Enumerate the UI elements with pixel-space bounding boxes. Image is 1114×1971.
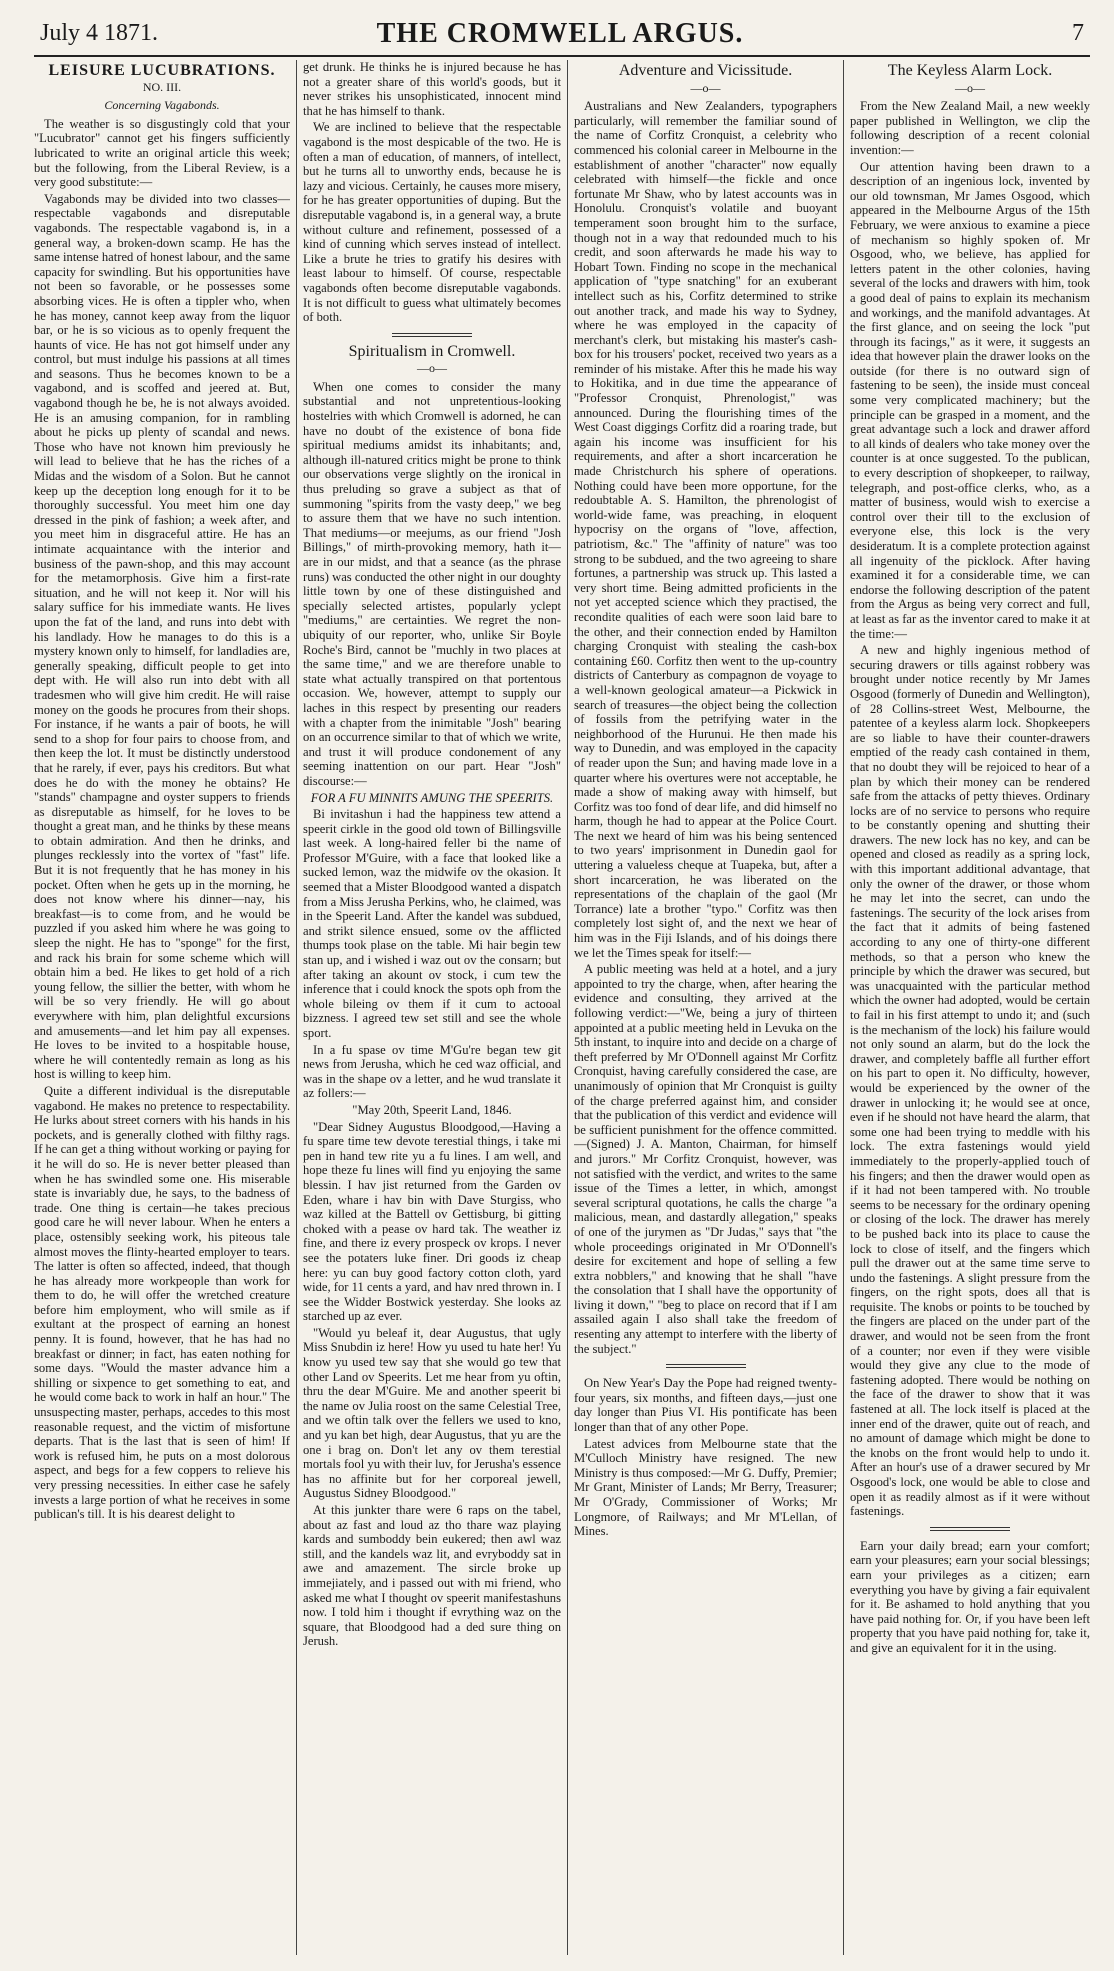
paragraph: The weather is so disgustingly cold that your "Lucubrator" cannot get his fingers sufficiently lubricated to write an original article this week; but the following, from the Liberal Review, is a very good substitute:— [34, 116, 290, 190]
header-rule [34, 55, 1090, 57]
column-3 [574, 60, 837, 1958]
news-note: Earn your daily bread; earn your comfort; earn your pleasures; earn your social blessings; earn your privileges as a citizen; earn everything you have by giving a fair equivalent for it. Be ashamed to hold anything that you have paid nothing for. Or, if you have been left property that you have paid nothing for, take it, and give an equivalent for it in the using. [850, 1538, 1090, 1655]
paragraph: At this junkter thare were 6 raps on the tabel, about az fast and loud az tho thare waz playing kards and sumboddy bein eukered; then awl waz still, and the kandels waz lit, and evryboddy sat in awe and amazement. The sircle broke up immejiately, and i passed out with mi friend, who asked me what I thought ov speerit manifestashuns now. I told him i thought if evrything waz on the square, that Bloodgood had a ded sure thing on Jerush. [303, 1503, 561, 1649]
paragraph: A new and highly ingenious method of securing drawers or tills against robbery was brought under notice recently by Mr James Osgood (formerly of Dunedin and Wellington), of 28 Collins-street West, Melbourne, the patentee of a keyless alarm lock. Shopkeepers are so liable to have their counter-drawers emptied of the ready cash contained in them, that no doubt they will be rejoiced to hear of a plan by which their money can be rendered safe from the attacks of petty thieves. Ordinary locks are of no service to persons who require to be constantly opening and shutting their drawers. The new lock has no key, and can be opened and closed as readily as a spring lock, with this important additional advantage, that only the owner of the drawer, or those whom he may let into the secret, can undo the fastenings. The security of the lock arises from the fact that it admits of being fastened according to any one of thirty-one different methods, so that a person who knew the principle by which the drawer was secured, but was unacquainted with the particular method which the owner had adopted, would be certain to fail in his first attempt to undo it; and (such is the mechanism of the lock) his failure would not only sound an alarm, but do the lock the drawer, and completely baffle all further effort on his part to open it. No difficulty, however, would be experienced by the owner of the drawer in unlocking it; he would see at once, even if he should not have heard the alarm, that some one had been trying to meddle with his lock. The extra fastenings would yield immediately to the properly-applied touch of his fingers; and then the drawer would open as if it had not been tampered with. No trouble seems to be necessary for the ordinary opening or closing of the lock. The drawer has merely to be pushed back into its place to cause the lock to close of itself, and the fingers which pull the drawer out at the same time serve to undo the fastenings. A slight pressure from the fingers, on the right spots, does all that is requisite. The knobs or points to be touched by the fingers are placed on the under part of the drawer, and would not be seen from the front of a counter; nor even if they were visible would they give any clue to the mode of fastening adopted. There would be nothing on the face of the drawer to show that it was fastened at all. The lock itself is placed at the inner end of the drawer, quite out of reach, and no amount of damage which might be done to the knobs on the front would help to undo it. After an hour's use of a drawer secured by Mr Osgood's lock, one would be able to close and open it as readily almost as if it were without fastenings. [850, 643, 1090, 1519]
newspaper-title: THE CROMWELL ARGUS. [376, 18, 744, 49]
heading-ornament: —o— [955, 80, 985, 95]
paragraph: "Would yu beleaf it, dear Augustus, that ugly Miss Snubdin iz here! How yu used tu hate her! Yu know yu used tew say that she would go tew that other Land ov Speerits. Let me hear from yu oftin, thru the dear M'Guire. Me and another speerit bi the name ov Julia roost on the same Celestial Tree, and we oftin talk over the fellers we used to kno, and yu kan bet high, dear Augustus, that yu are the one i brag on. Don't let any ov them terestial mortals fool yu with their luv, for Jerusha's essence has no affinite but for her corporeal jewell, Augustus Sidney Bloodgood." [303, 1325, 561, 1501]
paragraph: In a fu spase ov time M'Gu're began tew git news from Jerusha, which he ced waz official, and was in the shape ov a letter, and he wud translate it az follers:— [303, 1042, 561, 1101]
section-divider [392, 333, 472, 337]
issue-date: July 4 1871. [40, 20, 159, 46]
paragraph: Our attention having been drawn to a description of an ingenious lock, invented by our old townsman, Mr James Osgood, which appeared in the Melbourne Argus of the 15th February, we were anxious to examine a piece of mechanism so highly spoken of. Mr Osgood, who, we believe, has applied for letters patent in the other colonies, having several of the locks and drawers with him, took a good deal of pains to explain its mechanism and workings, and the manifold advantages. At the first glance, and on seeing the lock "put through its facings," as it were, it suggests an idea that however plain the drawer looks on the outside (for there is no outward sign of fastening to be seen), the inside must conceal some very complicated machinery; but the principle can be grasped in a moment, and the great advantage such a lock and drawer afford to all kinds of dealers who take money over the counter is at once suggested. To the publican, to every description of shopkeeper, to railway, telegraph, and post-office clerks, who, as a matter of business, would wish to exercise a control over their till to the exclusion of everyone else, this lock is the very desideratum. It is a complete protection against all ingenuity of the picklock. After having examined it for a considerable time, we can endorse the following description of the patent from the Argus as being very correct and full, at least as far as the inventor cared to make it at the time:— [850, 159, 1090, 641]
article-subtitle: Concerning Vagabonds. [104, 98, 220, 113]
article-heading-adventure: Adventure and Vicissitude. [618, 62, 793, 79]
column-rule-3 [843, 60, 844, 1955]
masthead [30, 14, 1090, 50]
paragraph: get drunk. He thinks he is injured because he has not a greater share of this world's goods, but it never strikes his unsophisticated, innocent mind that he has himself to thank. [303, 60, 561, 118]
article-heading-lucubrations: LEISURE LUCUBRATIONS. [48, 62, 276, 79]
section-divider [666, 1364, 746, 1368]
paragraph: When one comes to consider the many substantial and not unpretentious-looking hostelries with which Cromwell is adorned, he can have no doubt of the existence of bona fide spiritual mediums amidst its inhabitants; and, although ill-natured critics might be prone to think our observations verge slightly on the ironical in thus preluding so grave a subject as that of summoning "spirits from the vasty deep," we beg to assure them that we have no such intention. That mediums—or meejums, as our friend "Josh Billings," of mirth-provoking memory, hath it—are in our midst, and that a seance (as the phrase runs) was conducted the other night in our doughty little town by one of these distinguished and specially selected artistes, popularly yclept "mediums," are certainties. We regret the non-ubiquity of our reporter, who, unlike Sir Boyle Roche's Bird, cannot be "muchly in two places at the same time," and we are therefore unable to state what actually transpired on that portentous occasion. We, however, attempt to supply our laches in this respect by presenting our readers with a chapter from the inimitable "Josh" bearing on an occurrence similar to that of which we write, and trust it will produce condonement of any seeming inattention on our part. Hear "Josh" discourse:— [303, 379, 561, 788]
article-heading-spiritualism: Spiritualism in Cromwell. [348, 342, 516, 360]
heading-ornament: —o— [417, 361, 447, 376]
column-rule-1 [296, 60, 297, 1955]
letter-dateline: "May 20th, Speerit Land, 1846. [352, 1102, 512, 1117]
paragraph: Vagabonds may be divided into two classes—respectable vagabonds and disreputable vagabonds. The respectable vagabond is, in a general way, a broken-down scamp. He has the same intense hatred of honest labour, and the same capacity for swindling. But his opportunities have not been so favorable, or he possesses some absorbing vices. He is often a tippler who, when he has money, cannot keep away from the liquor bar, or he is so vicious as to openly frequent the haunts of vice. He has not got himself under any control, but must indulge his passions at all times and seasons. Thus he becomes known to be a vagabond, and is scoffed and jeered at. But, vagabond though he be, he is not always avoided. He is an amusing companion, for in rambling about he picks up plenty of scandal and news. Those who have not known him previously he will lead to believe that he has the riches of a Midas and the wisdom of a Solon. But he cannot keep up the deception long enough for it to be thoroughly successful. You meet him one day dressed in the pink of fashion; a week after, and you meet him in disgraceful attire. He has an intimate acquaintance with the interior and business of the pawn-shop, and this may account for the metamorphosis. Give him a first-rate situation, and he will not keep it. Nor will his salary suffice for his immediate wants. He lives upon the fat of the land, and runs into debt with his landlady. How he manages to do this is a mystery known only to himself, for landladies are, generally speaking, difficult people to get into dept with. He will also run into debt with all tradesmen who will give him credit. He will raise money on the goods he procures from their shops. For instance, if he wants a pair of boots, he will send to a shop for four pairs to choose from, and then keep the lot. It must be distinctly understood that he rarely, if ever, pays his creditors. But what does he do with the money he obtains? He "stands" champagne and oyster suppers to friends as disreputable as himself, for he loves to be thought a great man, and he thinks by these means to obtain admiration. And then he drinks, and plunges recklessly into the vortex of "fast" life. But it is not frequently that he has money in his pocket. Often when he gets up in the morning, he does not know where his dinner—nay, his breakfast—is to come from, and he would be puzzled if you asked him where he was going to sleep the night. He has to "sponge" for the first, and rack his brain for some scheme which will obtain him a bed. He likes to get hold of a rich young fellow, the sillier the better, with whom he will be so very friendly. He will go about everywhere with him, plan delightful excursions and amusements—and let him pay all expenses. He loves to be invited to a hospitable house, where he will contentedly remain as long as his host is willing to keep him. [34, 191, 290, 1082]
news-note: Latest advices from Melbourne state that the M'Culloch Ministry have resigned. The new Ministry is thus composed:—Mr G. Duffy, Premier; Mr Grant, Minister of Lands; Mr Berry, Treasurer; Mr O'Grady, Commissioner of Works; Mr Longmore, of Railways; and Mr M'Lellan, of Mines. [574, 1436, 837, 1539]
column-4 [850, 60, 1090, 1958]
paragraph: We are inclined to believe that the respectable vagabond is the most despicable of the two. He is often a man of education, of manners, of intellect, but he turns all to unworthy ends, because he is lazy and vicious. Certainly, he causes more misery, for he has greater opportunities of duping. But the disreputable vagabond is, in a general way, a brute without culture and refinement, possessed of a kind of cunning which serves instead of intellect. Like a brute he tries to gratify his desires with least labour to himself. Of course, respectable vagabonds often become disreputable vagabonds. It is not difficult to guess what ultimately becomes of both. [303, 120, 561, 325]
article-subheading: FOR A FU MINNITS AMUNG THE SPEERITS. [310, 790, 554, 805]
paragraph: Quite a different individual is the disreputable vagabond. He makes no pretence to respectability. He lurks about street corners with his hands in his pockets, and is generally clothed with filthy rags. If he can get a thing without working or paying for it he will do so. He is never better pleased than when he has swindled some one. His miserable state is invariably due, he says, to the badness of trade. One thing is certain—he takes precious good care he will never labour. When he enters a place, ostensibly seeking work, his piteous tale almost moves the flinty-hearted employer to tears. The latter is often so affected, indeed, that though he has already more workpeople than work for them to do, he will offer the wretched creature before him employment, who will smile as if exultant at the prospect of earning an honest penny. It is found, however, that he has had no breakfast or dinner; in fact, has eaten nothing for some days. "Would the master advance him a shilling or sixpence to get something to eat, and he would come back to work in half an hour." The unsuspecting master, perhaps, accedes to this most reasonable request, and the victim of misfortune departs. That is the last that is seen of him! If work is refused him, he puts on a most dolorous aspect, and begs for a few coppers to relieve his very pressing necessities. In either case he safely invests a large portion of what he receives in some publican's till. It is his dearest delight to [34, 1083, 290, 1522]
page-number: 7 [1072, 20, 1084, 46]
paragraph: A public meeting was held at a hotel, and a jury appointed to try the charge, when, after hearing the evidence and consulting, they arrived at the following verdict:—"We, being a jury of thirteen appointed at a public meeting held in Levuka on the 5th instant, to inquire into and decide on a charge of theft preferred by Mr O'Donnell against Mr Corfitz Cronquist, having carefully considered the case, are unanimously of opinion that Mr Cronquist is guilty of the charge preferred against him, and consider that the publication of this verdict and evidence will be sufficient punishment for the offence committed.—(Signed) J. A. Manton, Chairman, for himself and jurors." Mr Corfitz Cronquist, however, was not satisfied with the verdict, and writes to the same issue of the Times a letter, in which, amongst several scriptural quotations, he calls the charge "a malicious, mean, and dastardly allegation," speaks of one of the jurymen as "Dr Judas," says that "the whole proceedings originated in Mr O'Donnell's desire for excitement and hope of selling a few extra nobblers," and knowing that he shall "have the consolation that I shall have the opportunity of living it down," "beg to place on record that if I am assailed again I also shall take the freedom of resenting any attempt to interfere with the liberty of the subject." [574, 962, 837, 1356]
section-divider [930, 1527, 1010, 1531]
paragraph: Bi invitashun i had the happiness tew attend a speerit cirkle in the good old town of Billingsville last week. A long-haired feller bi the name of Professor M'Guire, with a face that looked like a sucked lemon, waz the midwife ov the okasion. It seemed that a Mister Bloodgood wanted a dispatch from a Miss Jerusha Perkins, who, he claimed, was in the Speerit Land. After the kandel was subdued, and strikt silence ensued, some ov the afflicted thumps took plase on the table. Mi hair begin tew stan up, and i wished i waz out ov the consarn; but after taking an akount ov stock, i cum tew the inference that i could knock the spots oph from the whole bileing ov them if it cum to actooal bizzness. I agreed tew set still and see the whole sport. [303, 807, 561, 1040]
news-note: On New Year's Day the Pope had reigned twenty-four years, six months, and fifteen days,—just one day longer than Pius VI. His pontificate has been longer than that of any other Pope. [574, 1376, 837, 1435]
paragraph: From the New Zealand Mail, a new weekly paper published in Wellington, we clip the following description of a recent colonial invention:— [850, 99, 1090, 157]
column-2 [303, 60, 561, 1958]
column-1 [34, 60, 290, 1958]
article-number: NO. III. [142, 79, 182, 94]
column-rule-2 [567, 60, 568, 1955]
paragraph: "Dear Sidney Augustus Bloodgood,—Having a fu spare time tew devote terestial things, i take mi pen in hand tew rite yu a fu lines. I am well, and hope theze fu lines will find yu enjoying the same blessin. I hav jist returned from the Garden ov Eden, whare i hav bin with Dave Sturgiss, who waz killed at the Battell ov Gettisburg, bi gitting choked with a pease ov hard tak. The weather iz fine, and there iz every prospeck ov krops. I never see the potaters luke finer. Dri goods iz cheap here: yu can buy good factory cotton cloth, yard wide, for 11 cents a yard, and hav nred thrown in. I see the Widder Bostwick yesterday. She looks az starched up az ever. [303, 1119, 561, 1324]
paragraph: Australians and New Zealanders, typographers particularly, will remember the familiar sound of the name of Corfitz Cronquist, a celebrity who commenced his colonial career in Melbourne in the establishment of another "character" now equally celebrated with himself—the fickle and once fortunate Mr Shaw, who by latest accounts was in Honolulu. Cronquist's volatile and buoyant temperament soon brought him to the surface, though not in a way that redounded much to his credit, and soon afterwards he made his way to Hobart Town. Finding no scope in the mechanical application of "type snatching" for an exuberant intellect such as his, Corfitz determined to strike out another track, and made his way to Sydney, where he was employed in the capacity of merchant's clerk, but mistaking his master's cash-box for his trousers' pocket, received two years as a reminder of his mistake. After this he made his way to Hokitika, and in due time the appearance of "Professor Cronquist, Phrenologist," was announced. During the flourishing times of the West Coast diggings Corfitz did a roaring trade, but again his income was insufficient for his requirements, and after a short incarceration he made Christchurch his sphere of operations. Nothing could have been more opportune, for the redoubtable A. S. Hamilton, the phrenologist of world-wide fame, was preaching, in eloquent hypocrisy on the organs of "love, affection, patriotism, &c." The "affinity of nature" was too strong to be subdued, and the two agreeing to share fortunes, a partnership was struck up. This lasted a very short time. Being admitted proficients in the not yet accepted science which they practised, the recondite qualities of each were soon laid bare to the other, and their connection ended by Hamilton charging Cronquist with stealing the cash-box containing £60. Corfitz then went to the up-country districts of Canterbury as compagnon de voyage to a well-known geological amateur—a Pickwick in search of treasures—the object being the collection of fossils from the petrifying water in the neighborhood of the Hurunui. He then made his way to Dunedin, and was employed in the capacity of reader upon the Sun; and having made love in a quarter where his overtures were not acceptable, he made a show of making away with himself, but Corfitz was too fond of dear life, and did himself no harm, though he had to appear at the Police Court. The next we heard of him was his being sentenced to two years' imprisonment in Dunedin gaol for uttering a valueless cheque at Tuapeka, but, after a short incarceration, he was liberated on the representations of the chaplain of the gaol (Mr Torrance) late a brother "typo." Corfitz was then completely lost sight of, and the next we hear of him was in the Fiji Islands, and of his doings there we let the Times speak for itself:— [574, 99, 837, 960]
article-heading-keyless-lock: The Keyless Alarm Lock. [887, 62, 1053, 79]
heading-ornament: —o— [690, 80, 721, 95]
